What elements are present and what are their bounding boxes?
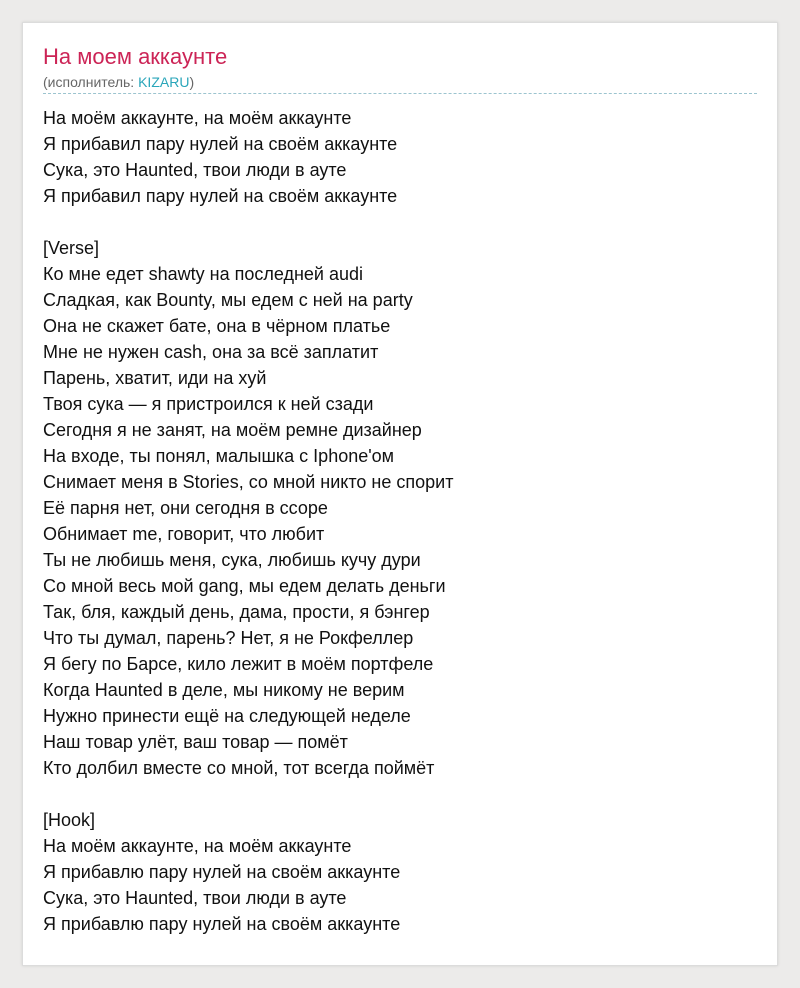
lyric-line: Ко мне едет shawty на последней audi: [43, 264, 363, 284]
lyric-line: Обнимает me, говорит, что любит: [43, 524, 325, 544]
lyric-line: Снимает меня в Stories, со мной никто не спорит: [43, 472, 454, 492]
lyric-line: Парень, хватит, иди на хуй: [43, 368, 267, 388]
lyrics-card: [22, 22, 778, 966]
artist-suffix: ): [189, 74, 195, 90]
lyric-line: Я прибавил пару нулей на своём аккаунте: [43, 134, 398, 154]
lyric-line: Твоя сука — я пристроился к ней сзади: [43, 394, 374, 414]
artist-line: [43, 73, 194, 91]
artist-link[interactable]: KIZARU: [138, 74, 190, 90]
lyrics-text: [43, 105, 759, 937]
blank-line: [43, 209, 759, 235]
lyric-line: Нужно принести ещё на следующей неделе: [43, 706, 411, 726]
blank-line: [43, 781, 759, 807]
lyric-line: Я прибавил пару нулей на своём аккаунте: [43, 186, 398, 206]
artist-prefix: (исполнитель:: [43, 74, 139, 90]
lyric-line: Мне не нужен cash, она за всё заплатит: [43, 342, 379, 362]
lyric-line: Я прибавлю пару нулей на своём аккаунте: [43, 914, 401, 934]
lyric-line: Что ты думал, парень? Нет, я не Рокфеллер: [43, 628, 414, 648]
lyric-line: Сука, это Haunted, твои люди в ауте: [43, 888, 347, 908]
lyric-line: Когда Haunted в деле, мы никому не верим: [43, 680, 405, 700]
lyric-line: Я бегу по Барсе, кило лежит в моём портфеле: [43, 654, 434, 674]
lyric-line: Кто долбил вместе со мной, тот всегда поймёт: [43, 758, 435, 778]
lyric-line: Она не скажет бате, она в чёрном платье: [43, 316, 391, 336]
lyric-line: Я прибавлю пару нулей на своём аккаунте: [43, 862, 401, 882]
lyric-line: [Verse]: [43, 238, 100, 258]
lyric-line: На входе, ты понял, малышка с Iphone'ом: [43, 446, 395, 466]
lyric-line: [Hook]: [43, 810, 96, 830]
lyric-line: Со мной весь мой gang, мы едем делать деньги: [43, 576, 446, 596]
lyric-line: Её парня нет, они сегодня в ссоре: [43, 498, 328, 518]
lyric-line: Так, бля, каждый день, дама, прости, я бэнгер: [43, 602, 430, 622]
lyric-line: Сегодня я не занят, на моём ремне дизайнер: [43, 420, 422, 440]
song-title: На моем аккаунте: [43, 44, 228, 69]
lyric-line: Сладкая, как Bounty, мы едем с ней на party: [43, 290, 413, 310]
lyric-line: На моём аккаунте, на моём аккаунте: [43, 108, 352, 128]
lyric-line: На моём аккаунте, на моём аккаунте: [43, 836, 352, 856]
lyric-line: Сука, это Haunted, твои люди в ауте: [43, 160, 347, 180]
lyric-line: Ты не любишь меня, сука, любишь кучу дури: [43, 550, 421, 570]
lyric-line: Наш товар улёт, ваш товар — помёт: [43, 732, 348, 752]
title-divider: [43, 93, 757, 94]
